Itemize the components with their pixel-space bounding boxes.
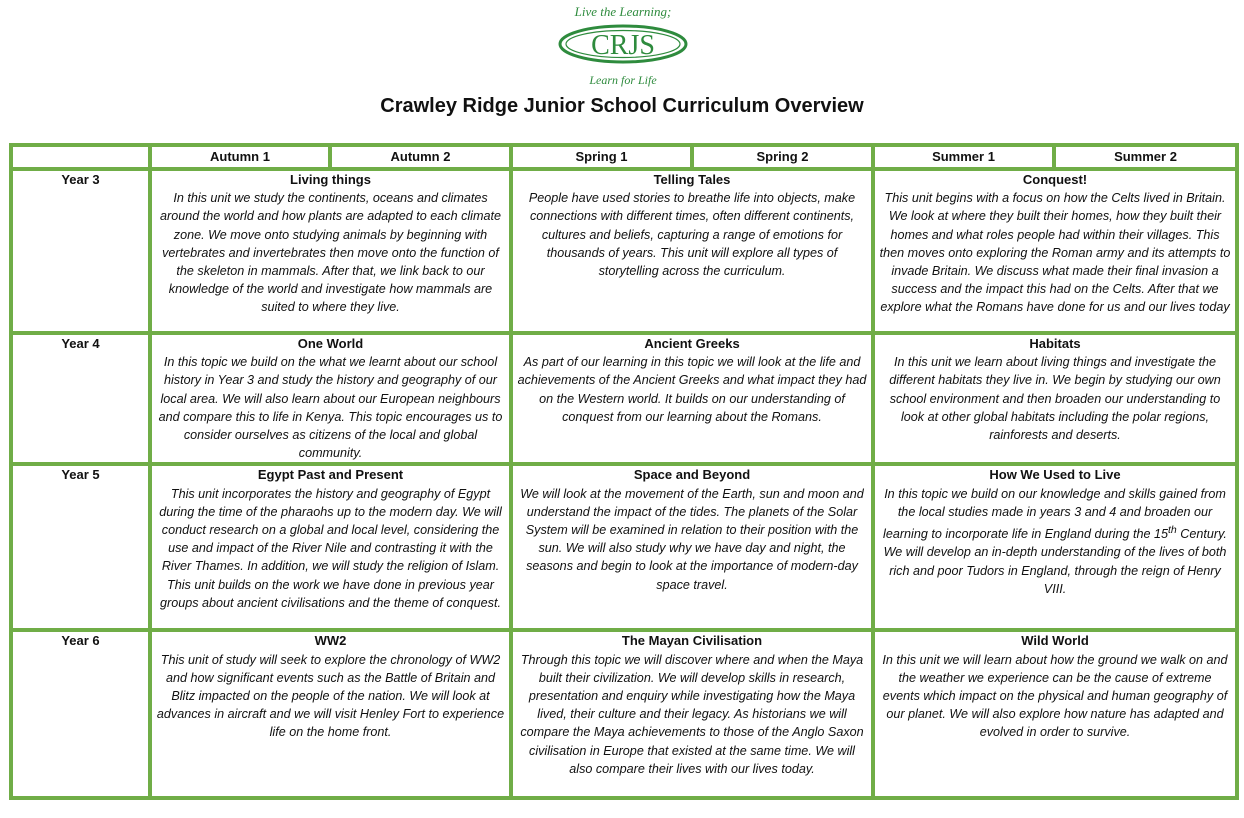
topic-description: This unit incorporates the history and geography of Egypt during the time of the pharaohs up to the modern day. We will conduct research on a global and local level, considering the use and impact of the River Nile and contrasting it with the River Thames. In addition, we will study the religion of Islam. This unit builds on the work we have done in previous year groups about ancient civilisations and the theme of conquest. xyxy=(159,486,502,610)
topic-title: One World xyxy=(297,336,364,351)
description-part: Century. We will develop an in-depth understanding of the lives of both rich and poor Tudors in England, through the reign of Henry VIII. xyxy=(883,527,1227,596)
autumn-topic-cell xyxy=(150,333,511,464)
topic-title: The Mayan Civilisation xyxy=(621,633,763,649)
topic-title: Living things xyxy=(290,172,371,187)
header-row xyxy=(11,145,1237,169)
summer-topic-cell xyxy=(873,630,1237,798)
topic-description: Through this topic we will discover where and when the Maya built their civilization. We will develop skills in research, presentation and enquiry while investigating how the Maya lived, their culture and their legacy. As historians we will compare the Maya achievements to those of the Anglo Saxon civilisation in Europe that existed at the same time. We will also compare their lives with our lives today. xyxy=(520,652,864,776)
autumn-topic-cell xyxy=(150,169,511,333)
topic-description: In this unit we will learn about how the ground we walk on and the weather we experience can be the cause of extreme events which impact on the physical and human geography of our planet. We will also explore how nature has adapted and evolved in order to survive. xyxy=(882,652,1228,740)
topic-description: As part of our learning in this topic we will look at the life and achievements of the Ancient Greeks and what impact they had on the Western world. It builds on our understanding of conquest from our learning about the Romans. xyxy=(517,355,867,424)
topic-description: In this unit we study the continents, oceans and climates around the world and how plants are adapted to each climate zone. We move onto studying animals by beginning with vertebrates and invertebrates then move onto the function of the skeleton in mammals. After that, we link back to our knowledge of the world and investigate how mammals are suited to where they live. xyxy=(160,191,501,315)
autumn-topic-cell xyxy=(150,630,511,798)
corner-cell xyxy=(11,145,150,169)
ordinal-suffix: th xyxy=(1168,524,1177,537)
page-title: Crawley Ridge Junior School Curriculum Overview xyxy=(380,95,864,117)
year-label: Year 5 xyxy=(11,464,150,630)
topic-title: Ancient Greeks xyxy=(644,336,740,351)
topic-description: In this topic we build on the what we learnt about our school history in Year 3 and study the history and geography of our local area. We will also learn about our European neighbours and compare this to life in Kenya. This topic encourages us to consider ourselves as citizens of the local and global community. xyxy=(158,355,503,461)
svg-text:CRJS: CRJS xyxy=(591,30,655,61)
spring-topic-cell xyxy=(511,333,873,464)
summer-topic-cell xyxy=(873,333,1237,464)
topic-title: Telling Tales xyxy=(653,172,731,187)
year-label: Year 6 xyxy=(11,630,150,798)
table-row xyxy=(11,630,1237,798)
description-part: In this topic we build on our knowledge and skills gained from the local studies made in years 3 and 4 and broaden our learning to incorporate life in England during the 15 xyxy=(883,486,1226,542)
curriculum-table xyxy=(9,143,1239,800)
autumn-topic-cell xyxy=(150,464,511,630)
term-header-spring-1: Spring 1 xyxy=(511,145,692,169)
spring-topic-cell xyxy=(511,169,873,333)
topic-description xyxy=(879,485,1231,598)
topic-title: WW2 xyxy=(314,633,347,649)
topic-description: We will look at the movement of the Earth, sun and moon and understand the impact of the tides. The planets of the Solar System will be examined in relation to their position with the sun. We will also study why we have day and night, the seasons and begin to look at the importance of modern-day space travel. xyxy=(520,486,864,592)
term-header-summer-2: Summer 2 xyxy=(1054,145,1237,169)
topic-description: This unit of study will seek to explore the chronology of WW2 and how significant events such as the Battle of Britain and Blitz impacted on the people of the nation. We will look at advances in aircraft and we will visit Henley Fort to experience life on the home front. xyxy=(156,652,505,740)
table-row xyxy=(11,169,1237,333)
topic-description: In this unit we learn about living things and investigate the different habitats they live in. We begin by studying our own school environment and then broaden our understanding to look at other global habitats including the polar regions, rainforests and deserts. xyxy=(889,355,1221,443)
topic-title: Egypt Past and Present xyxy=(257,467,404,483)
year-label: Year 4 xyxy=(11,333,150,464)
topic-title: Conquest! xyxy=(1022,172,1088,187)
summer-topic-cell xyxy=(873,169,1237,333)
summer-topic-cell xyxy=(873,464,1237,630)
spring-topic-cell xyxy=(511,630,873,798)
topic-description: This unit begins with a focus on how the Celts lived in Britain. We look at where they built their homes, how they built their homes and what roles people had within their villages. This then moves onto exploring the Roman army and its attempts to invade Britain. We discuss what made their final invasion a success and the impact this had on the Celts. After that we explore what the Romans have done for us and our lives today xyxy=(879,191,1231,315)
year-label: Year 3 xyxy=(11,169,150,333)
term-header-autumn-2: Autumn 2 xyxy=(330,145,511,169)
term-header-spring-2: Spring 2 xyxy=(692,145,873,169)
table-row xyxy=(11,333,1237,464)
school-logo xyxy=(548,0,698,92)
spring-topic-cell xyxy=(511,464,873,630)
svg-text:Learn for Life: Learn for Life xyxy=(589,73,657,87)
term-header-autumn-1: Autumn 1 xyxy=(150,145,330,169)
topic-description: People have used stories to breathe life into objects, make connections with different times, often different continents, cultures and beliefs, capturing a range of emotions for thousands of years. This unit will explore all types of storytelling across the curriculum. xyxy=(528,191,856,279)
svg-text:Live the Learning;: Live the Learning; xyxy=(574,4,672,19)
topic-title: How We Used to Live xyxy=(989,467,1121,483)
topic-title: Space and Beyond xyxy=(633,467,751,483)
term-header-summer-1: Summer 1 xyxy=(873,145,1054,169)
table-row xyxy=(11,464,1237,630)
topic-title: Wild World xyxy=(1021,633,1089,649)
topic-title: Habitats xyxy=(1029,336,1081,351)
logo-graphic xyxy=(548,0,698,92)
